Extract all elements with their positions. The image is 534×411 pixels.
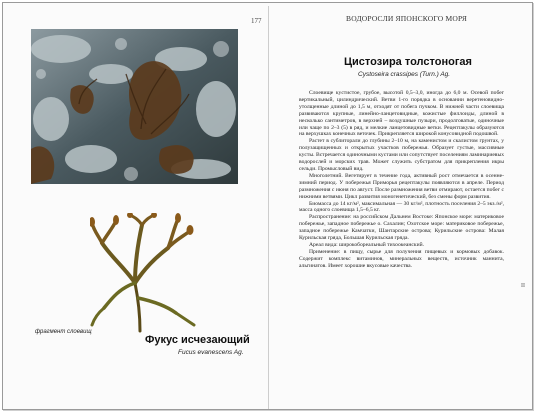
paragraph-usage: Применение: в пищу, сырье для получения пищевых и кормовых добавок. Содержит комплекс витаминов, минеральных веществ, источник маннита, альгинатов. Имеет хорошие вкусовые качества. (299, 248, 504, 269)
margin-mark: II (521, 283, 525, 289)
species-title-cystoseira: Цистозира толстоногая (344, 56, 472, 68)
species-title-fucus: Фукус исчезающий (145, 334, 250, 346)
species-latin-cystoseira: Cystoseira crassipes (Turn.) Ag. (358, 71, 451, 78)
paragraph-habitat: Растет в сублиторали до глубины 2–10 м, на каменистом и скалистом грунтах, у полузащищенных и открытых участков побережья. Образует густые, массивные кусты. Встречается одиночными кустами или сопутствует поселениям ламинариевых водорослей и морских трав. Может служить субстратом для прикрепления икры сельди. Промысловый вид. (299, 138, 504, 172)
running-head: ВОДОРОСЛИ ЯПОНСКОГО МОРЯ (346, 14, 468, 23)
seaweed-photo (31, 29, 238, 184)
fucus-specimen-illustration (90, 213, 200, 333)
page-number: 177 (251, 17, 262, 25)
paragraph-biomass: Биомасса до 14 кг/м², максимальная — 30 кг/м², плотность поселения 2–5 экз./м², масса одного слоевища 1,5–6,5 кг. (299, 200, 504, 214)
species-description (299, 90, 504, 270)
paragraph-morphology: Слоевище кустистое, грубое, высотой 0,5–3,0, иногда до 6,0 м. Осевой побег вертикальный, цилиндрический. Ветви 1-го порядка в основании веретеновидно-утолщенные длиной до 1,5 м, отходят от побега пучком. В нижней части слоевища развиваются крупные, линейно-ланцетовидные, кожистые филлоиды, длиной в несколько сантиметров, в верхней – воздушные пузыри, продолговатые, одиночные или чаще по 2–3 (5) в ряд, и мелкие ланцетовидные ветки. Рецептакулы образуются на верхушках конечных веточек. Прикрепляется широкой конусовидной подошвой. (299, 90, 504, 138)
specimen-caption: фрагмент слоевищ (35, 329, 92, 335)
paragraph-distribution: Распространение: на российском Дальнем Востоке: Японское море: материковое побережье, западное побережье о. Сахалин; Охотское море: материковое побережье, западное побережье Камчатки, Шантарские острова; Курильские острова: Малая Курильская гряда, Большая Курильская гряда. (299, 214, 504, 242)
species-latin-fucus: Fucus evanescens Ag. (178, 349, 244, 356)
paragraph-range: Ареал вида: широкобореальный тихоокеанский. (309, 241, 424, 248)
paragraph-life-cycle: Многолетний. Вегетирует в течение года, активный рост отмечается в осенне-зимний период. У побережья Приморья рецептакулы появляются в апреле. Период размножения с июня по август. После размножения ветви отмирают, остается побег с нижними ветвями. Цикл развития моногенетический, без смены форм развития. (299, 172, 504, 200)
